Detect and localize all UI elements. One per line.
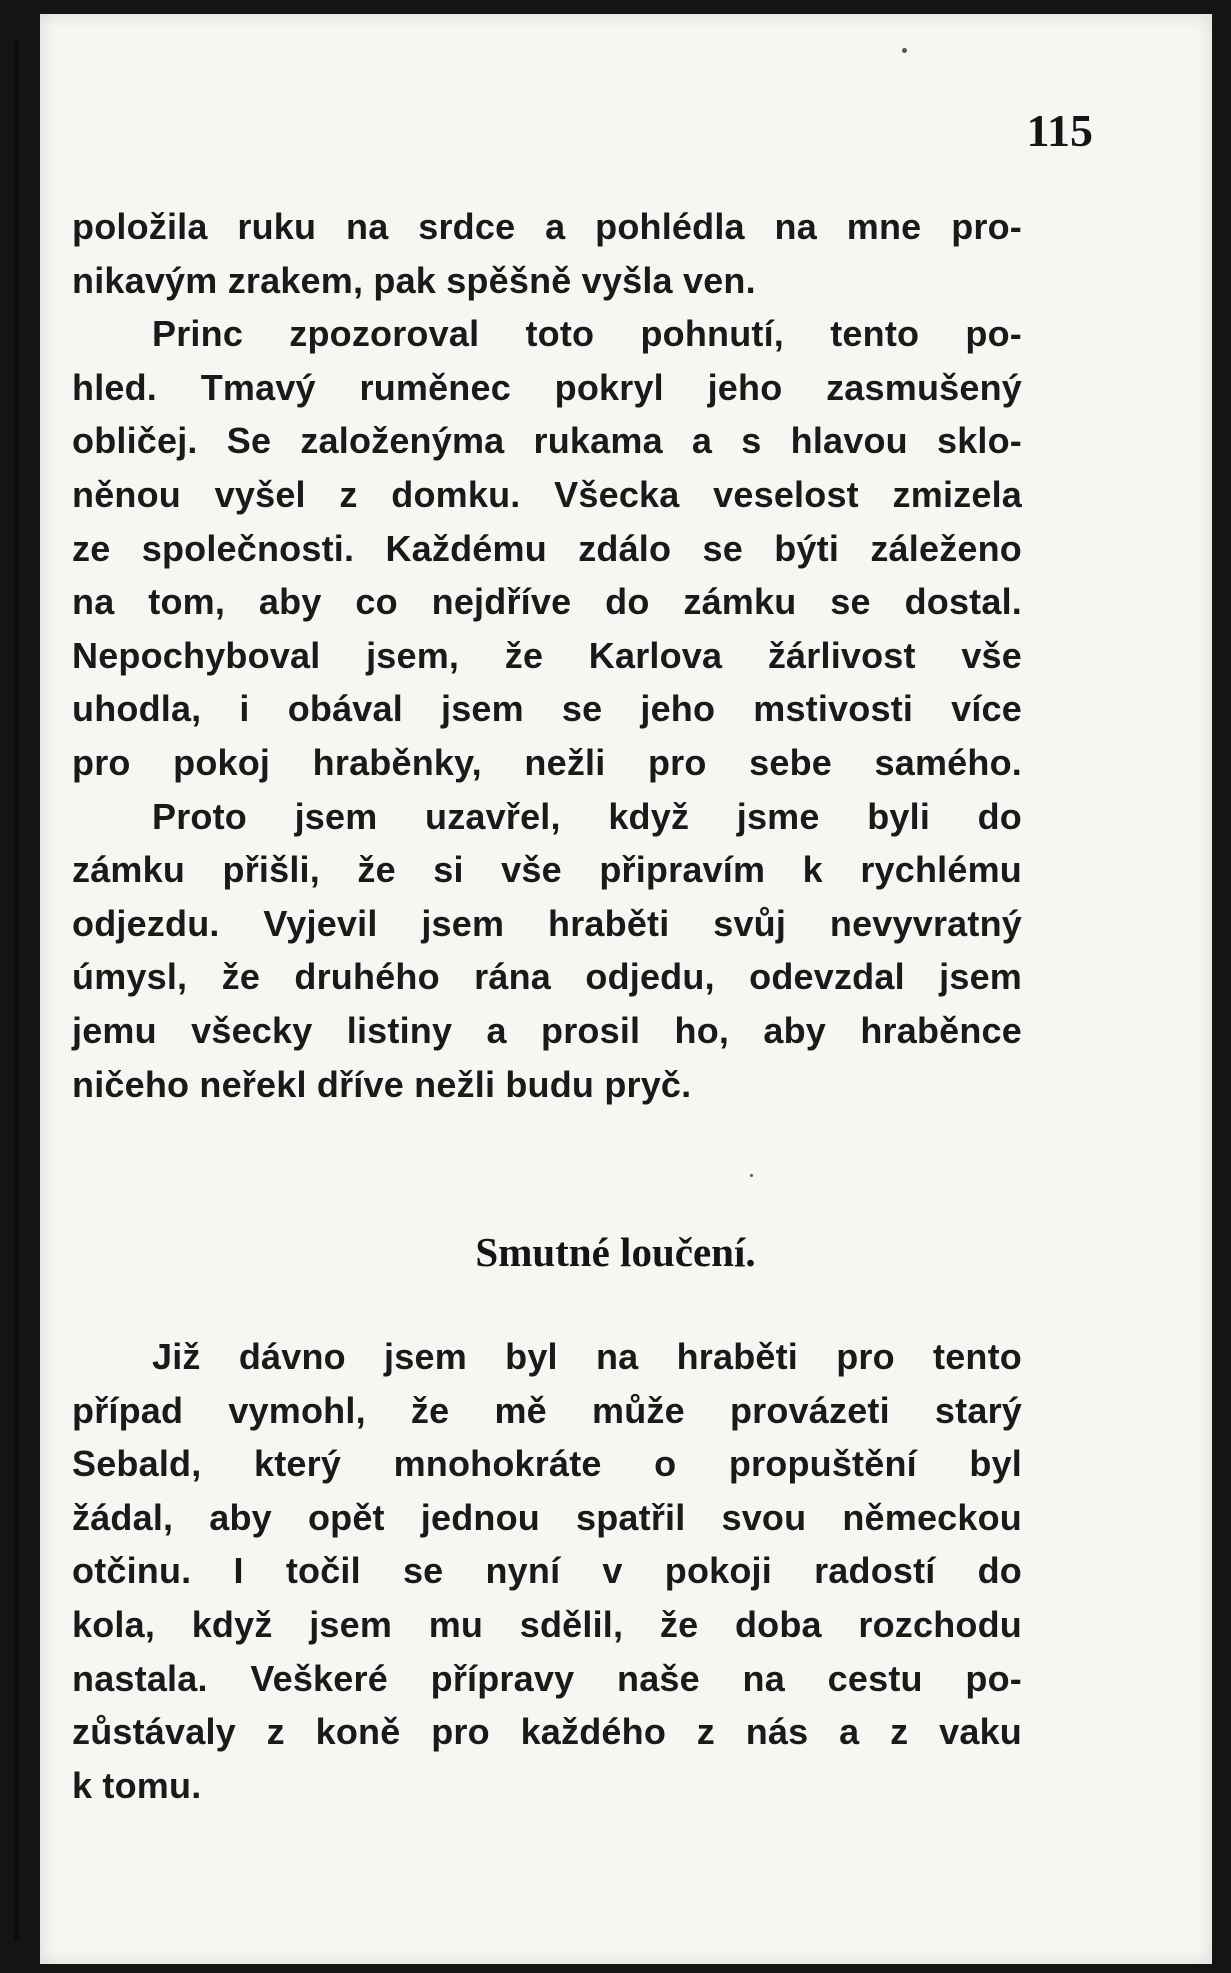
section-heading: Smutné loučení. xyxy=(475,1229,756,1275)
paper-speck xyxy=(902,48,907,53)
text-line: Princ zpozoroval toto pohnutí, tento po- xyxy=(152,313,1022,355)
text-line: kola, když jsem mu sdělil, že doba rozchodu xyxy=(72,1603,1022,1645)
text-line: zůstávaly z koně pro každého z nás a z vaku xyxy=(72,1711,1022,1753)
body-text-bottom xyxy=(72,1330,1022,1812)
page-number: 115 xyxy=(1026,105,1093,156)
book-spine-edge xyxy=(14,40,19,1940)
text-line: úmysl, že druhého rána odjedu, odevzdal jsem xyxy=(72,956,1022,998)
body-text-top xyxy=(72,200,1022,1111)
text-line: Již dávno jsem byl na hraběti pro tento xyxy=(152,1336,1022,1377)
text-line: Sebald, který mnohokráte o propuštění byl xyxy=(72,1443,1022,1485)
text-line: na tom, aby co nejdříve do zámku se dostal. xyxy=(72,581,1022,623)
text-line: případ vymohl, že mě může provázeti starý xyxy=(72,1389,1022,1431)
text-line: otčinu. I točil se nyní v pokoji radostí do xyxy=(72,1550,1022,1592)
text-line: ze společnosti. Každému zdálo se býti záleženo xyxy=(72,527,1022,569)
paper-speck xyxy=(750,1174,753,1177)
text-line: uhodla, i obával jsem se jeho mstivosti více xyxy=(72,688,1022,730)
text-line: Nepochyboval jsem, že Karlova žárlivost vše xyxy=(72,634,1022,676)
text-line: obličej. Se založenýma rukama a s hlavou sklo- xyxy=(72,420,1022,462)
text-line: žádal, aby opět jednou spatřil svou německou xyxy=(72,1496,1022,1538)
text-line: položila ruku na srdce a pohlédla na mne pro- xyxy=(72,206,1022,247)
text-line: nikavým zrakem, pak spěšně vyšla ven. xyxy=(72,259,756,301)
text-line: pro pokoj hraběnky, nežli pro sebe samého. xyxy=(72,741,1022,783)
text-line: k tomu. xyxy=(72,1764,202,1806)
text-line: odjezdu. Vyjevil jsem hraběti svůj nevyvratný xyxy=(72,902,1022,944)
text-line: něnou vyšel z domku. Všecka veselost zmizela xyxy=(72,473,1022,515)
text-line: hled. Tmavý ruměnec pokryl jeho zasmušený xyxy=(72,366,1022,408)
text-line: Proto jsem uzavřel, když jsme byli do xyxy=(152,795,1022,837)
text-line: nastala. Veškeré přípravy naše na cestu po- xyxy=(72,1657,1022,1699)
text-line: zámku přišli, že si vše připravím k rychlému xyxy=(72,849,1022,891)
text-line: ničeho neřekl dříve nežli budu pryč. xyxy=(72,1063,692,1105)
text-line: jemu všecky listiny a prosil ho, aby hraběnce xyxy=(72,1009,1022,1051)
